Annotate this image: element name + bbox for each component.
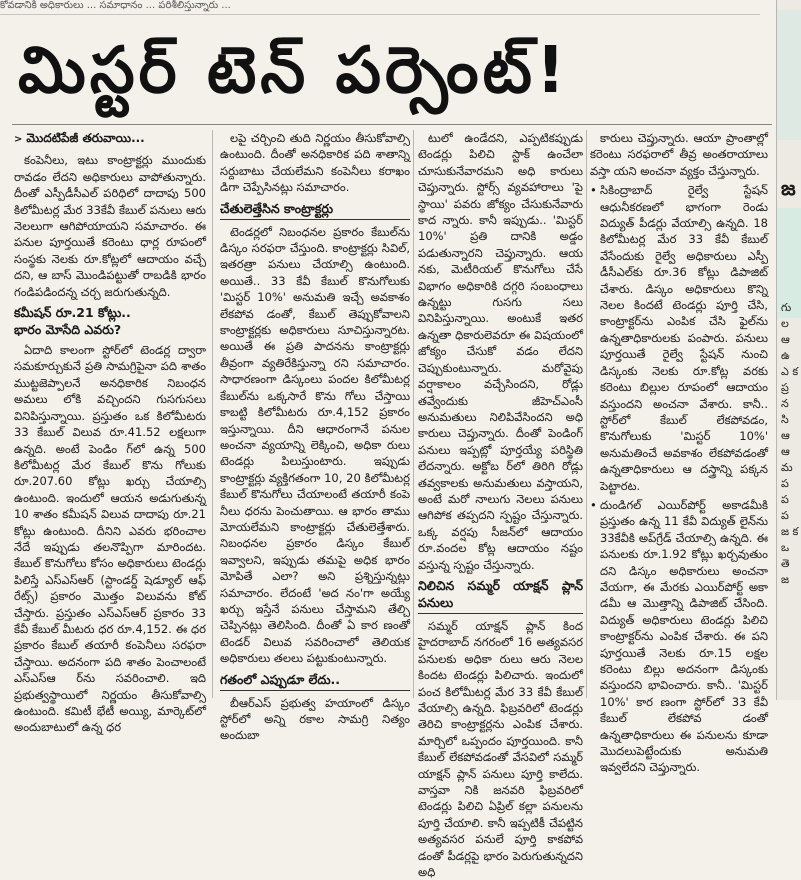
paragraph: కారులు చెప్తున్నారు. ఆయా ప్రాంతాల్లో కరెంటు సరఫరాలో తీవ్ర అంతరాయాలు వస్తా యని అంచనా వ్యక్తం చేస్తున్నారు. bbox=[590, 131, 768, 178]
headline: మిస్టర్ టెన్ పర్సెంట్! bbox=[18, 34, 570, 108]
paragraph: ఏదాది కాలంగా స్టోర్‌లో టెండర్ల ద్వారా సమకూర్చుకునే ప్రతి సామగ్రిపైనా పది శాతం ముట్టజెప్పాలనే అనధికారిక నిబంధన అమలు లోకి వచ్చిందని గుసగుసలు వినిపిస్తున్నాయి. ప్రస్తుతం ఒక కిలోమీటరు 33 కేబుల్ విలువ రూ.41.52 లక్షలుగా ఉన్నది. అంటే పెండిం గ్‌లో ఉన్న 500 కిలోమీటర్ల మేర కేబుల్ కొను గోలుకు రూ.207.60 కోట్లు ఖర్చు చేయాల్సి ఉంటుంది. ఇందులో ఆయన అడుగుతున్న 10 శాతం కమీషన్ విలువ దాదాపు రూ.21 కోట్లు ఉంటుంది. దీనిని ఎవరు భరించాల నేదే ఇప్పుడు తలనొప్పిగా మారిందట. కేబుల్ కొనుగోలు కోసం అధికారులు టెండర్లు పిలిస్తే ఎస్ఎస్ఆర్ (స్టాండర్డ్ షెడ్యూల్ ఆఫ్ రేట్స్) ప్రకారం మొత్తం విలువను కోట్ చేస్తారు. ప్రస్తుతం ఎస్ఎస్ఆర్ ప్రకారం 33 కేవీ కేబుల్ మీటరు ధర రూ.4,152. ఈ ధర ప్రకారం కేబుల్ తయారీ కంపెనీలు సరఫరా చేస్తాయి. అదనంగా పది శాతం పెంచాలంటే ఎస్ఎస్ఆ ర్‌ను సవరించాలి. ఇది ప్రభుత్వస్థాయిలో నిర్ణయం తీసుకోవాల్సి ఉంటుంది. కమిటీ భేటీ అయ్యి, మార్కెట్‌లో అందుబాటులో ఉన్న ధర bbox=[14, 343, 206, 735]
paragraph: టెండర్లలో నిబంధనల ప్రకారం కేబుల్‌ను డిస్కం సరఫరా చేస్తుంది. కాంట్రాక్టర్లు సివిల్, ఇతరత్రా పనులు చేయాల్సి ఉంటుంది. అయితే.. 33 కేవీ కేబుల్ కొనుగోలుకు 'మిస్టర్ 10%' అనుమతి ఇచ్చే అవకాశం లేకపోవ డంతో, కేబుల్ తెప్పుకోవాలని కాంట్రాక్టర్లకు అధికారులు సూచిస్తున్నారట. అయితే ఈ ప్రతి పాదనను కాంట్రాక్టర్లు తీవ్రంగా వ్యతిరేకిస్తున్నా రని సమాచారం. సాధారణంగా డిస్కంలు పందల కిలోమీటర్ల కేబుల్‌ను ఒక్కసారే కొను గోలు చేస్తాయి కాబట్టి కిలోమీటరు రూ.4,152 ప్రకారం ఇస్తున్నాయి. దీని ఆధారంగానే పనుల అంచనా వ్యయాన్ని లెక్కించి, అధికా రులు టెండర్లు పిలుస్తుంటారు. ఇప్పుడు కాంట్రాక్టర్లు వ్యక్తిగతంగా 10, 20 కిలోమీటర్ల కేబుల్ కొనుగోలు చేయాలంటే తయారీ కంపె నీలు ధరను పెంచుతాయి. ఆ భారం తాము మోయలేమని కాంట్రాక్టర్లు చేతులెత్తేశారు. నిబంధనల ప్రకారం డిస్కం కేబుల్ ఇవ్వాలని, ఇప్పుడు తమపై అధిక భారం మోపితే ఎలా? అని ప్రశ్నిస్తున్నట్లు సమాచారం. లేదంటే 'అద నం'గా అయ్యే ఖర్చు ఇస్తేనే పనులు చేస్తామని తేల్చి చెప్పినట్లు తెలిసింది. దీంతో ఏ కార ణంతో టెండర్ విలువ సవరించాలో తెలియక అధికారులు తలలు పట్టుకుంటున్నారు. bbox=[220, 224, 410, 666]
adjacent-image bbox=[777, 10, 801, 140]
column-divider bbox=[413, 130, 414, 698]
continuation-label: > మొదటిపేజీ తరువాయి... bbox=[14, 131, 145, 145]
subheading: గతంలో ఎప్పుడూ లేదు.. bbox=[220, 671, 410, 691]
article-column-3 bbox=[418, 130, 583, 880]
paragraph: టులో ఉండేదని, ఎప్పటికప్పుడు టెండర్లు పిలిచి స్టాక్ ఉంచేలా చూసుకునేవారమని అధి కారులు చెప్తున్నారు. స్టోర్స్ వ్యవహారాలు 'పై స్థాయి' పవరు జోక్యం చేసుకునేవారు కాద న్నారు. కానీ ఇప్పుడు.. 'మిస్టర్ 10%' ప్రతి దానికి అడ్డం పడుతున్నారని చెప్తున్నారు. ఆయ నకు, మెటీరియల్ కొనుగోలు చేసే విభాగం అధికారికి దగ్గరి సంబంధాలు ఉన్నట్టు గుసగు సలు వినిపిస్తున్నాయి. అంటుకే ఇతర ఉన్నతా ధికారులెవరూ ఈ విషయంలో జోక్యం చేసుకో వడం లేదని చెప్పుకుంటున్నారు. మరోవైపు వర్షాకాలం వచ్చేసిందని, రోడ్లు తవ్వేందుకు జీహెచ్ఎంసీ అనుమతులు నిలిపివేసిందని అధి కారులు చెప్తున్నారు. దీంతో పెండింగ్ పనులు ఇప్పట్లో పూర్తయ్యే పరిస్థితి లేదన్నారు. అక్టోబ ర్‌లో తిరిగి రోడ్లు తవ్వకాలకు అనుమతులు వస్తాయని, అంటే మరో నాలుగు నెలలు పనులు ఆగిపోక తప్పదని స్పష్టం చేస్తున్నారు. ఒక్క వర్షపు సీజన్‌లో ఆదాయం రూ.వందల కోట్ల ఆదాయం నష్టం వస్తున్న స్పష్టం చేస్తున్నారు. bbox=[418, 131, 583, 572]
paragraph: లపై చర్చించి తుది నిర్ణయం తీసుకోవాల్సి ఉంటుంది. దీంతో అనధికారిక పది శాతాన్ని సర్దుబాటు చేయలేమని కంపెనీలు కరాఖం డిగా చెప్పేసినట్లు సమాచారం. bbox=[220, 131, 410, 195]
previous-article-strip: కోవడానికి అధికారులు ... సమాధానం ... పరిశీలిస్తున్నారు ... bbox=[0, 0, 760, 15]
adjacent-article-edge bbox=[776, 0, 801, 700]
paragraph: కంపెనీలు, ఇటు కాంట్రాక్టర్లు ముందుకు రావడం లేదని అధికారులు వాపోతున్నారు. దీంతో ఎస్పీడీసీఎల్ పరిధిలో దాదాపు 500 కిలోమీటర్ల మేర 33కేవీ కేబుల్ పనులు ఆరు నెలలుగా ఆగిపోయాయని సమాచారం. ఈ పనుల పూర్తయితే కరెంటు ధార్ల రూపంలో సంస్థకు నెలకు రూ.కోట్లలో ఆదాయం వచ్చే దని, ఆ బాస్ మొండిపట్టుతో రాబడికి భారం గండిపడిందన్న చర్చ జరుగుతున్నది. bbox=[14, 153, 206, 299]
column-divider bbox=[586, 130, 587, 698]
bullet-paragraph: • సికింద్రాబాద్ రైల్వే స్టేషన్ ఆధునీకరణలో భాగంగా రెండు విద్యుత్ పీడర్లు వేయాల్సి ఉన్నది. 18 కిలోమీటర్ల మేర 33 కేవీ కేబుల్ వేసేందుకు రైల్వే అధికారులు ఎస్పీ డీసీఎల్‌కు రూ.36 కోట్లు డిపాజిట్ చేశారు. డిస్కం అధికారులు కొన్ని నెలల కిందటే టెండర్లు పూర్తి చేసి, కాంట్రాక్టర్‌ను ఎంపిక చేసి ఫైల్‌ను ఉన్నతాధికారులకు పంపారు. పనులు పూర్తయితే రైల్వే స్టేషన్ నుంచి డిస్కంకు నెలకు రూ.కోట్ల వరకు కరెంటు బిల్లుల రూపంలో ఆదాయం వస్తుందని అంచనా వేశారు. కానీ.. స్టోర్‌లో కేబుల్ లేకపోవడం, కొనుగోలుకు 'మిస్టర్ 10%' అనుమతించే అవకాశం లేకపోవడంతో ఉన్నతాధికారులు ఆ దస్త్రాన్ని పక్కన పెట్టారట. bbox=[590, 182, 768, 494]
subheading: నిలిచిన సమ్మర్ యాక్షన్ ప్లాన్ పనులు bbox=[418, 577, 583, 614]
article-column-1 bbox=[14, 130, 206, 735]
adjacent-headline: జ bbox=[781, 176, 796, 200]
paragraph: బీఆర్ఎస్ ప్రభుత్వ హయాంలో డిస్కం స్టోర్‌లో అన్ని రకాల సామగ్రి నిత్యం అందుబా bbox=[220, 695, 410, 743]
article-column-4 bbox=[590, 130, 768, 775]
headline-rule bbox=[12, 124, 772, 125]
article-column-2 bbox=[220, 130, 410, 743]
bullet-paragraph: • దుండిగల్ ఎయిర్‌పోర్ట్ అకాడమీకి ప్రస్తుతం ఉన్న 11 కేవీ విద్యుత్ లైన్‌ను 33కేవీకి అప్‌గ్రేడ్ చేయాల్సి ఉన్నది. ఈ పనులకు రూ.1.92 కోట్లు ఖర్చవుతుం దని డిస్కం అధికారులు అంచనా వేయగా, ఈ మేరకు ఎయిర్‌పోర్ట్ అకా డమీ ఆ మొత్తాన్ని డిపాజిట్ చేసింది. విద్యుత్ అధికారులు టెండర్లు పిలిచి కాంట్రాక్టర్‌ను ఎంపిక చేశారు. ఈ పని పూర్తయితే నెలకు రూ.15 లక్షల కరెంటు బిల్లు అదనంగా డిస్కంకు వస్తుందని భావించారు. కానీ.. 'మిస్టర్ 10%' కార ణంగా స్టోర్‌లో 33 కేవీ కేబుల్ లేకపోవ డంతో ఉన్నతాధికారులు ఈ పనులను కూడా మొదలుపెట్టేందుకు అనుమతి ఇవ్వలేదని చెప్తున్నారు. bbox=[590, 497, 768, 776]
column-divider bbox=[212, 130, 213, 698]
subheading: కమీషన్ రూ.21 కోట్లు.. భారం మోసేది ఎవరు? bbox=[14, 305, 131, 338]
adjacent-text: గు ల ఆ ఉ ఎ క ప్ర న సి ఆ ఆ మ ప ప ప జ క ఒ తె జ bbox=[781, 301, 799, 586]
subheading: చేతులెత్తేసిన కాంట్రాక్టర్లు bbox=[220, 200, 410, 220]
arrow-right-icon: > bbox=[14, 134, 23, 145]
paragraph: సమ్మర్ యాక్షన్ ప్లాన్ కింద హైదరాబాద్ నగరంలో 16 అత్యవసర పనులకు అధికా రులు ఆరు నెలల కిందట టెండర్లు పిలిచారు. ఇందులో పంచ కిలోమీటర్ల మేర 33 కేవీ కేబుల్ వేయాల్సి ఉన్నది. ఫిబ్రవరిలో టెండర్లు తెరిచి కాంట్రాక్టర్లను ఎంపిక చేశారు. మార్చిలో ఒప్పందం పూర్తయింది. కానీ కేబుల్ లేకపోవడంతో వేసవిలో సమ్మర్ యాక్షన్ ప్లాన్ పనులు పూర్తి కాలేదు. వాస్తవా నికి జనవరి ఫిబ్రవరిలో టెండర్లు పిలిచి ఏప్రిల్ కల్లా పనులను పూర్తి చేయాలి. కానీ ఇప్పటికీ చేపట్టిన అత్యవసర పనులే పూర్తి కాకపోవ డంతో పీడర్లపై భారం పెరుగుతున్నదని అధి bbox=[418, 618, 583, 880]
